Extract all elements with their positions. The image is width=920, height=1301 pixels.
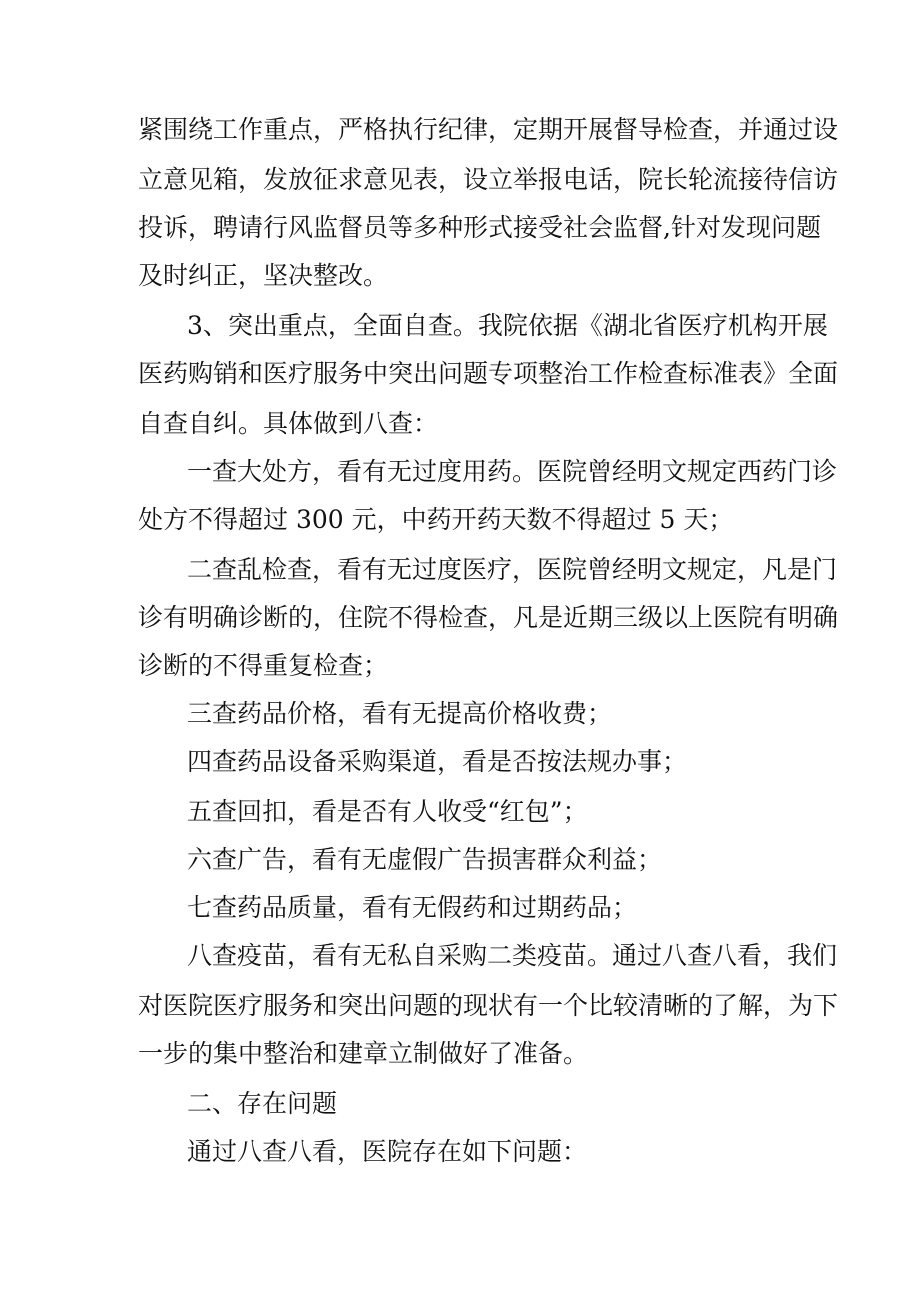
text-line: 自查自纠。具体做到八查：	[138, 409, 439, 438]
text-line: 二查乱检查，看有无过度医疗，医院曾经明文规定，凡是门	[187, 555, 838, 584]
text-line: 及时纠正，坚决整改。	[138, 261, 389, 290]
text-line: 3、突出重点，全面自查。我院依据《湖北省医疗机构开展	[187, 311, 828, 340]
text-line: 五查回扣，看是否有人收受“红包”；	[187, 797, 588, 826]
text-line: 一步的集中整治和建章立制做好了准备。	[138, 1039, 589, 1068]
text-line: 投诉，聘请行风监督员等多种形式接受社会监督,针对发现问题	[138, 213, 821, 242]
text-line: 通过八查八看，医院存在如下问题：	[187, 1137, 588, 1166]
heading-text: 二、存在问题	[187, 1089, 338, 1118]
text-line: 四查药品设备采购渠道，看是否按法规办事；	[187, 747, 688, 776]
text-line: 紧围绕工作重点，严格执行纪律，定期开展督导检查，并通过设	[138, 115, 839, 144]
text-line: 七查药品质量，看有无假药和过期药品；	[187, 893, 638, 922]
text-line: 处方不得超过 300 元，中药开药天数不得超过 5 天；	[138, 505, 734, 534]
text-line: 对医院医疗服务和突出问题的现状有一个比较清晰的了解，为下	[138, 991, 839, 1020]
text-line: 诊断的不得重复检查；	[138, 651, 389, 680]
text-line: 立意见箱，发放征求意见表，设立举报电话，院长轮流接待信访	[138, 165, 839, 194]
text-line: 六查广告，看有无虚假广告损害群众利益；	[187, 845, 663, 874]
text-line: 三查药品价格，看有无提高价格收费；	[187, 699, 613, 728]
text-line: 诊有明确诊断的，住院不得检查，凡是近期三级以上医院有明确	[138, 603, 839, 632]
text-line: 一查大处方，看有无过度用药。医院曾经明文规定西药门诊	[187, 457, 838, 486]
text-line: 医药购销和医疗服务中突出问题专项整治工作检查标准表》全面	[138, 359, 839, 388]
text-line: 八查疫苗，看有无私自采购二类疫苗。通过八查八看，我们	[187, 941, 838, 970]
